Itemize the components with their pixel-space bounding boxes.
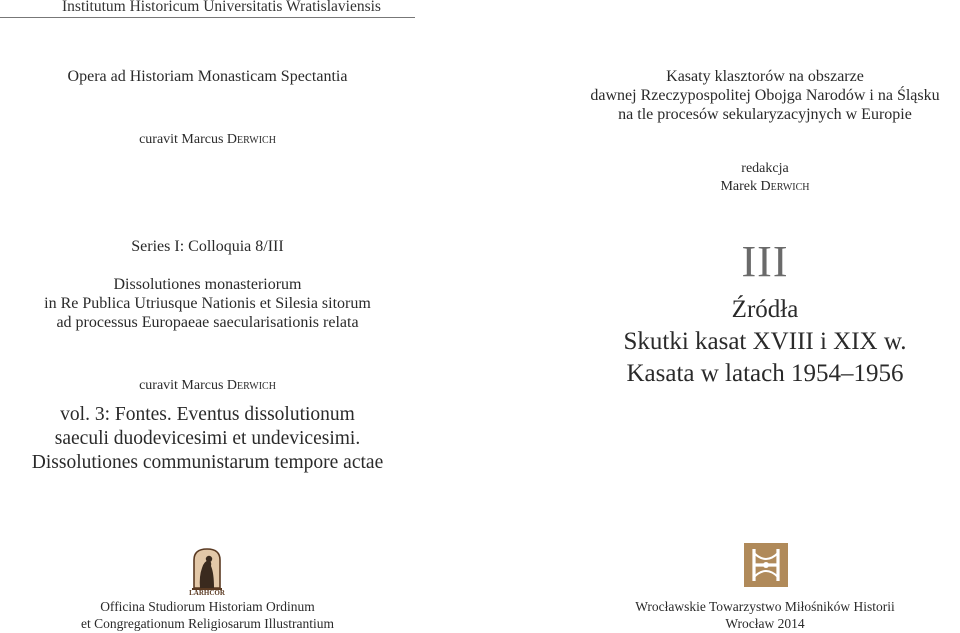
header-divider	[0, 17, 415, 18]
wtmh-logo	[744, 543, 788, 587]
volume-title-line: saeculi duodevicesimi et undevicesimi.	[54, 428, 361, 449]
volume-title-line: vol. 3: Fontes. Eventus dissolutionum	[60, 404, 355, 425]
institute-header: Institutum Historicum Universitatis Wratislaviensis	[62, 0, 381, 15]
series-editor-prefix: curavit Marcus	[139, 132, 227, 147]
latin-title-line: Dissolutiones monasteriorum	[113, 276, 302, 293]
polish-title	[545, 67, 960, 124]
latin-title-line: in Re Publica Utriusque Nationis et Silesia sitorum	[44, 295, 371, 312]
series-number: Series I: Colloquia 8/III	[131, 238, 284, 255]
series-name: Opera ad Historiam Monasticam Spectantia	[67, 68, 348, 85]
larhcor-logo	[190, 546, 224, 596]
larhcor-logo-caption: LARHCOR	[189, 589, 225, 597]
volume-subtitle-line: Źródła	[731, 296, 799, 323]
editor-label: redakcja	[741, 161, 789, 176]
right-publisher-line: Wrocław 2014	[725, 616, 805, 631]
polish-title-line: na tle procesów sekularyzacyjnych w Europie	[618, 106, 912, 123]
polish-title-line: Kasaty klasztorów na obszarze	[666, 68, 864, 85]
series-editor	[0, 131, 415, 148]
left-publisher-line: et Congregationum Religiosarum Illustrantium	[80, 616, 335, 631]
volume-number: III	[741, 237, 789, 286]
right-editor	[545, 178, 960, 195]
volume-subtitle	[545, 294, 960, 390]
series-editor-surname: Derwich	[226, 132, 276, 147]
wtmh-logo-graphic	[744, 543, 788, 587]
polish-title-line: dawnej Rzeczypospolitej Obojga Narodów i na Śląsku	[590, 87, 940, 104]
latin-title-line: ad processus Europaeae saecularisationis relata	[56, 314, 359, 331]
volume-subtitle-line: Kasata w latach 1954–1956	[626, 360, 904, 387]
right-editor-first: Marek	[720, 179, 761, 194]
volume-editor-prefix: curavit Marcus	[139, 378, 227, 393]
left-publisher	[0, 598, 415, 632]
volume-editor	[0, 377, 415, 394]
right-publisher-line: Wrocławskie Towarzystwo Miłośników Historii	[635, 599, 895, 614]
volume-subtitle-line: Skutki kasat XVIII i XIX w.	[623, 328, 907, 355]
volume-title	[0, 403, 415, 475]
latin-title	[0, 275, 415, 332]
volume-editor-surname: Derwich	[226, 378, 276, 393]
right-publisher	[545, 598, 960, 632]
left-publisher-line: Officina Studiorum Historiam Ordinum	[100, 599, 315, 614]
right-editor-surname: Derwich	[760, 179, 810, 194]
volume-title-line: Dissolutiones communistarum tempore actae	[31, 452, 384, 473]
